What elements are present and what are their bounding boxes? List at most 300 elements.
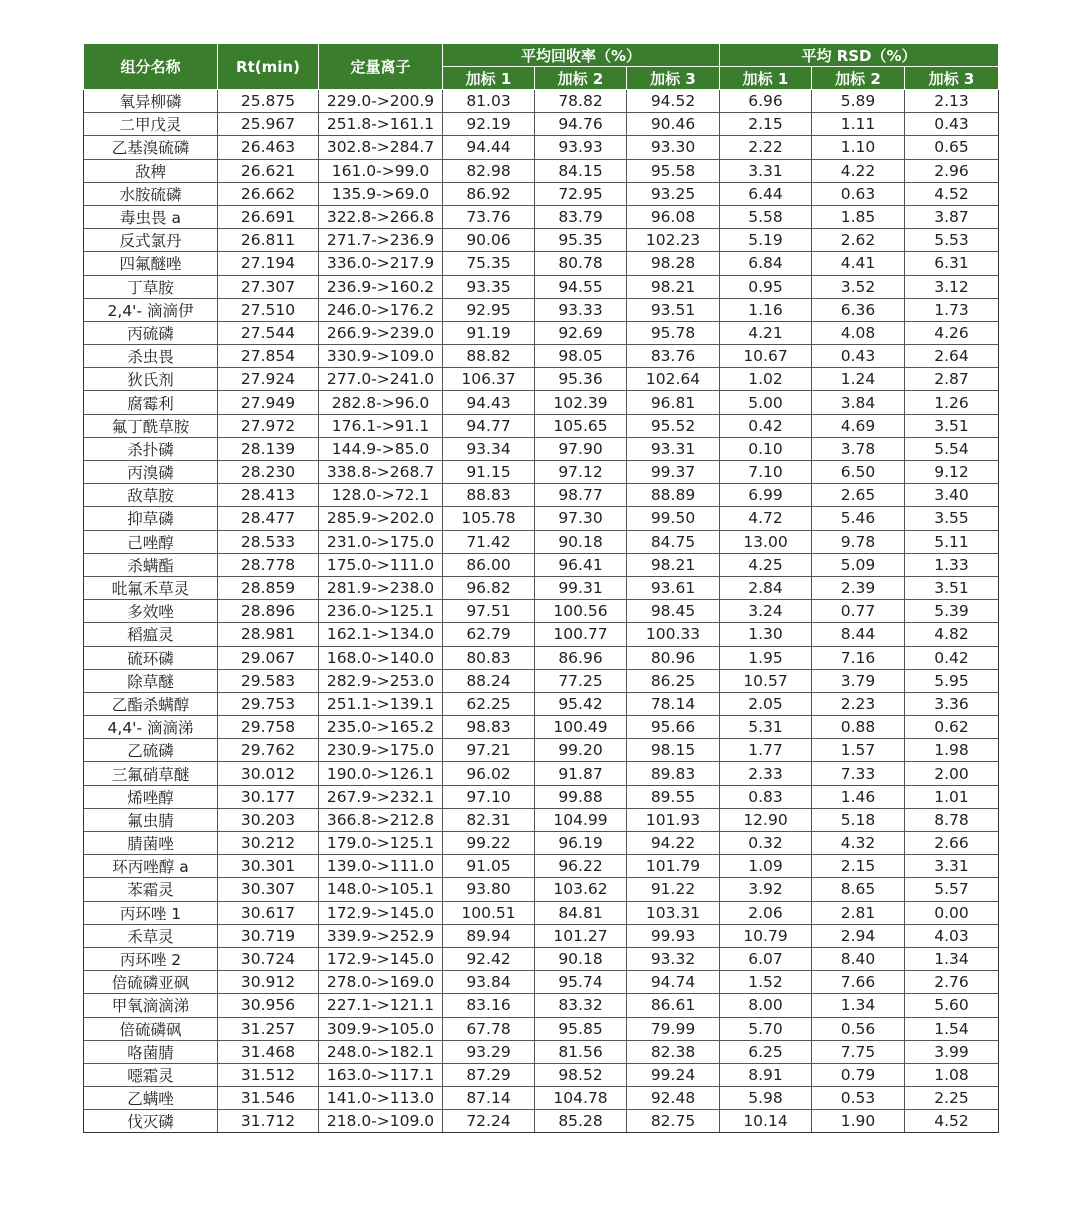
cell-recovery-1: 96.82 [443, 576, 535, 599]
cell-rsd-1: 0.95 [720, 275, 812, 298]
cell-recovery-2: 100.77 [535, 623, 627, 646]
cell-ion: 278.0->169.0 [319, 971, 443, 994]
cell-rsd-1: 4.21 [720, 321, 812, 344]
cell-ion: 251.1->139.1 [319, 692, 443, 715]
cell-recovery-3: 95.52 [627, 414, 720, 437]
cell-recovery-2: 97.30 [535, 507, 627, 530]
cell-recovery-3: 94.74 [627, 971, 720, 994]
cell-rt: 26.463 [218, 136, 319, 159]
cell-ion: 230.9->175.0 [319, 739, 443, 762]
table-row [84, 530, 999, 553]
cell-recovery-2: 103.62 [535, 878, 627, 901]
cell-rt: 30.012 [218, 762, 319, 785]
cell-rsd-3: 8.78 [905, 808, 999, 831]
cell-rsd-2: 3.52 [812, 275, 905, 298]
cell-rsd-2: 2.62 [812, 229, 905, 252]
cell-recovery-3: 86.25 [627, 669, 720, 692]
cell-name: 三氟硝草醚 [84, 762, 218, 785]
cell-recovery-2: 84.81 [535, 901, 627, 924]
cell-recovery-1: 86.00 [443, 553, 535, 576]
cell-name: 伐灭磷 [84, 1110, 218, 1133]
cell-name: 噁霜灵 [84, 1063, 218, 1086]
cell-rsd-3: 6.31 [905, 252, 999, 275]
cell-recovery-1: 80.83 [443, 646, 535, 669]
cell-recovery-1: 62.25 [443, 692, 535, 715]
cell-recovery-3: 99.93 [627, 924, 720, 947]
cell-recovery-1: 67.78 [443, 1017, 535, 1040]
cell-name: 乙酯杀螨醇 [84, 692, 218, 715]
cell-rt: 30.203 [218, 808, 319, 831]
cell-recovery-3: 93.51 [627, 298, 720, 321]
cell-rsd-1: 0.10 [720, 437, 812, 460]
cell-rt: 29.067 [218, 646, 319, 669]
table-row [84, 182, 999, 205]
cell-recovery-2: 99.88 [535, 785, 627, 808]
cell-recovery-3: 99.37 [627, 461, 720, 484]
table-row [84, 90, 999, 113]
cell-recovery-2: 101.27 [535, 924, 627, 947]
cell-rsd-3: 2.96 [905, 159, 999, 182]
cell-rsd-3: 2.13 [905, 90, 999, 113]
cell-rsd-2: 1.85 [812, 205, 905, 228]
cell-rt: 26.621 [218, 159, 319, 182]
cell-rsd-1: 1.16 [720, 298, 812, 321]
cell-name: 吡氟禾草灵 [84, 576, 218, 599]
cell-rt: 30.177 [218, 785, 319, 808]
cell-rsd-2: 0.63 [812, 182, 905, 205]
cell-rt: 31.546 [218, 1087, 319, 1110]
cell-rt: 28.981 [218, 623, 319, 646]
cell-rt: 30.956 [218, 994, 319, 1017]
cell-recovery-3: 80.96 [627, 646, 720, 669]
cell-recovery-1: 88.82 [443, 345, 535, 368]
cell-rsd-1: 8.91 [720, 1063, 812, 1086]
table-row [84, 1087, 999, 1110]
cell-recovery-2: 98.05 [535, 345, 627, 368]
cell-rt: 30.724 [218, 947, 319, 970]
cell-rt: 26.662 [218, 182, 319, 205]
cell-recovery-2: 99.20 [535, 739, 627, 762]
cell-recovery-2: 105.65 [535, 414, 627, 437]
cell-rsd-2: 7.16 [812, 646, 905, 669]
cell-name: 腐霉利 [84, 391, 218, 414]
cell-rsd-3: 0.00 [905, 901, 999, 924]
cell-rt: 26.691 [218, 205, 319, 228]
cell-rt: 27.194 [218, 252, 319, 275]
cell-ion: 366.8->212.8 [319, 808, 443, 831]
table-row [84, 832, 999, 855]
cell-rsd-1: 1.09 [720, 855, 812, 878]
cell-name: 氟丁酰草胺 [84, 414, 218, 437]
cell-recovery-1: 75.35 [443, 252, 535, 275]
cell-recovery-3: 98.45 [627, 600, 720, 623]
cell-ion: 148.0->105.1 [319, 878, 443, 901]
cell-name: 烯唑醇 [84, 785, 218, 808]
cell-rt: 28.477 [218, 507, 319, 530]
table-row [84, 507, 999, 530]
cell-ion: 128.0->72.1 [319, 484, 443, 507]
cell-recovery-3: 88.89 [627, 484, 720, 507]
cell-name: 乙基溴硫磷 [84, 136, 218, 159]
cell-recovery-3: 96.81 [627, 391, 720, 414]
cell-name: 倍硫磷砜 [84, 1017, 218, 1040]
cell-recovery-1: 82.31 [443, 808, 535, 831]
cell-rt: 27.544 [218, 321, 319, 344]
table-row [84, 600, 999, 623]
cell-ion: 229.0->200.9 [319, 90, 443, 113]
cell-rt: 27.972 [218, 414, 319, 437]
cell-ion: 231.0->175.0 [319, 530, 443, 553]
cell-recovery-3: 96.08 [627, 205, 720, 228]
cell-rt: 29.758 [218, 716, 319, 739]
cell-rsd-1: 2.06 [720, 901, 812, 924]
cell-ion: 168.0->140.0 [319, 646, 443, 669]
cell-recovery-3: 83.76 [627, 345, 720, 368]
cell-recovery-3: 93.31 [627, 437, 720, 460]
cell-recovery-2: 104.99 [535, 808, 627, 831]
cell-rsd-1: 12.90 [720, 808, 812, 831]
table-row [84, 669, 999, 692]
cell-recovery-2: 98.77 [535, 484, 627, 507]
cell-recovery-1: 93.34 [443, 437, 535, 460]
cell-rsd-2: 3.79 [812, 669, 905, 692]
cell-recovery-2: 102.39 [535, 391, 627, 414]
cell-rt: 31.257 [218, 1017, 319, 1040]
table-row [84, 762, 999, 785]
cell-rsd-2: 0.77 [812, 600, 905, 623]
cell-rsd-3: 4.52 [905, 1110, 999, 1133]
table-row [84, 716, 999, 739]
cell-recovery-2: 104.78 [535, 1087, 627, 1110]
cell-rt: 28.778 [218, 553, 319, 576]
cell-rsd-2: 2.81 [812, 901, 905, 924]
cell-recovery-1: 92.95 [443, 298, 535, 321]
cell-rsd-3: 2.64 [905, 345, 999, 368]
cell-recovery-1: 93.80 [443, 878, 535, 901]
cell-rsd-3: 5.53 [905, 229, 999, 252]
cell-rsd-3: 1.33 [905, 553, 999, 576]
cell-rsd-1: 6.07 [720, 947, 812, 970]
cell-rsd-2: 7.33 [812, 762, 905, 785]
cell-name: 苯霜灵 [84, 878, 218, 901]
cell-recovery-3: 93.61 [627, 576, 720, 599]
table-row [84, 252, 999, 275]
header-ion: 定量离子 [319, 44, 443, 90]
header-recovery-spike-1: 加标 1 [443, 67, 535, 90]
cell-rsd-2: 6.50 [812, 461, 905, 484]
cell-rt: 31.512 [218, 1063, 319, 1086]
cell-rsd-1: 6.99 [720, 484, 812, 507]
cell-recovery-2: 95.36 [535, 368, 627, 391]
table-row [84, 229, 999, 252]
cell-rsd-1: 0.32 [720, 832, 812, 855]
cell-rsd-2: 1.24 [812, 368, 905, 391]
cell-recovery-3: 86.61 [627, 994, 720, 1017]
cell-rt: 30.301 [218, 855, 319, 878]
header-rsd-spike-2: 加标 2 [812, 67, 905, 90]
table-row [84, 855, 999, 878]
cell-rt: 30.307 [218, 878, 319, 901]
cell-name: 敌稗 [84, 159, 218, 182]
cell-recovery-3: 91.22 [627, 878, 720, 901]
cell-rsd-2: 4.22 [812, 159, 905, 182]
cell-rsd-3: 0.65 [905, 136, 999, 159]
cell-recovery-3: 102.64 [627, 368, 720, 391]
cell-rsd-1: 1.95 [720, 646, 812, 669]
cell-name: 二甲戊灵 [84, 113, 218, 136]
cell-rt: 30.912 [218, 971, 319, 994]
cell-rsd-3: 4.26 [905, 321, 999, 344]
cell-rt: 29.762 [218, 739, 319, 762]
cell-rsd-3: 1.08 [905, 1063, 999, 1086]
cell-recovery-2: 94.76 [535, 113, 627, 136]
cell-rsd-2: 6.36 [812, 298, 905, 321]
cell-ion: 162.1->134.0 [319, 623, 443, 646]
table-row [84, 368, 999, 391]
cell-recovery-3: 93.25 [627, 182, 720, 205]
cell-rsd-1: 10.57 [720, 669, 812, 692]
cell-recovery-3: 101.93 [627, 808, 720, 831]
cell-recovery-3: 101.79 [627, 855, 720, 878]
cell-rsd-3: 1.01 [905, 785, 999, 808]
cell-recovery-1: 86.92 [443, 182, 535, 205]
cell-recovery-3: 99.24 [627, 1063, 720, 1086]
cell-rsd-1: 0.42 [720, 414, 812, 437]
cell-rsd-3: 2.87 [905, 368, 999, 391]
cell-recovery-3: 93.30 [627, 136, 720, 159]
cell-rsd-2: 8.40 [812, 947, 905, 970]
cell-rsd-1: 4.25 [720, 553, 812, 576]
cell-recovery-2: 83.32 [535, 994, 627, 1017]
cell-recovery-1: 91.19 [443, 321, 535, 344]
cell-rsd-1: 7.10 [720, 461, 812, 484]
cell-recovery-3: 82.38 [627, 1040, 720, 1063]
cell-recovery-2: 77.25 [535, 669, 627, 692]
table-header [84, 44, 999, 90]
cell-recovery-3: 95.58 [627, 159, 720, 182]
cell-recovery-2: 100.56 [535, 600, 627, 623]
cell-rsd-3: 3.31 [905, 855, 999, 878]
cell-rsd-2: 2.23 [812, 692, 905, 715]
cell-rsd-3: 5.54 [905, 437, 999, 460]
cell-rsd-2: 2.39 [812, 576, 905, 599]
cell-rsd-1: 5.19 [720, 229, 812, 252]
cell-rsd-2: 0.79 [812, 1063, 905, 1086]
cell-rsd-1: 1.77 [720, 739, 812, 762]
cell-rt: 25.967 [218, 113, 319, 136]
cell-ion: 267.9->232.1 [319, 785, 443, 808]
header-rt: Rt(min) [218, 44, 319, 90]
table-row [84, 692, 999, 715]
cell-rsd-3: 3.12 [905, 275, 999, 298]
cell-rsd-2: 4.69 [812, 414, 905, 437]
cell-recovery-3: 90.46 [627, 113, 720, 136]
table-row [84, 901, 999, 924]
cell-name: 丙溴磷 [84, 461, 218, 484]
cell-ion: 176.1->91.1 [319, 414, 443, 437]
cell-rsd-2: 2.15 [812, 855, 905, 878]
cell-recovery-1: 93.35 [443, 275, 535, 298]
cell-rsd-3: 0.62 [905, 716, 999, 739]
cell-name: 杀螨酯 [84, 553, 218, 576]
cell-recovery-2: 86.96 [535, 646, 627, 669]
table-row [84, 275, 999, 298]
cell-recovery-3: 103.31 [627, 901, 720, 924]
table-row [84, 437, 999, 460]
cell-recovery-1: 91.15 [443, 461, 535, 484]
cell-recovery-2: 97.90 [535, 437, 627, 460]
cell-ion: 218.0->109.0 [319, 1110, 443, 1133]
cell-rsd-3: 4.52 [905, 182, 999, 205]
cell-rsd-1: 3.31 [720, 159, 812, 182]
cell-ion: 246.0->176.2 [319, 298, 443, 321]
cell-recovery-1: 94.44 [443, 136, 535, 159]
cell-rsd-3: 5.95 [905, 669, 999, 692]
cell-recovery-2: 96.19 [535, 832, 627, 855]
cell-name: 敌草胺 [84, 484, 218, 507]
cell-recovery-2: 93.93 [535, 136, 627, 159]
cell-rsd-1: 5.58 [720, 205, 812, 228]
cell-rsd-3: 3.55 [905, 507, 999, 530]
cell-rsd-2: 5.89 [812, 90, 905, 113]
cell-recovery-2: 92.69 [535, 321, 627, 344]
cell-rsd-1: 1.30 [720, 623, 812, 646]
cell-rsd-1: 6.25 [720, 1040, 812, 1063]
cell-rsd-2: 4.08 [812, 321, 905, 344]
cell-name: 四氟醚唑 [84, 252, 218, 275]
cell-rsd-1: 8.00 [720, 994, 812, 1017]
table-row [84, 553, 999, 576]
cell-ion: 285.9->202.0 [319, 507, 443, 530]
cell-recovery-3: 89.83 [627, 762, 720, 785]
cell-recovery-3: 89.55 [627, 785, 720, 808]
cell-rsd-1: 10.67 [720, 345, 812, 368]
cell-recovery-3: 100.33 [627, 623, 720, 646]
cell-recovery-2: 72.95 [535, 182, 627, 205]
cell-recovery-2: 90.18 [535, 530, 627, 553]
cell-recovery-2: 95.74 [535, 971, 627, 994]
cell-rsd-3: 3.40 [905, 484, 999, 507]
table-row [84, 808, 999, 831]
cell-recovery-1: 97.21 [443, 739, 535, 762]
cell-rsd-2: 5.09 [812, 553, 905, 576]
cell-ion: 338.8->268.7 [319, 461, 443, 484]
cell-rsd-1: 1.52 [720, 971, 812, 994]
cell-recovery-2: 95.85 [535, 1017, 627, 1040]
cell-recovery-2: 81.56 [535, 1040, 627, 1063]
header-row-1 [84, 44, 999, 67]
cell-rsd-1: 5.70 [720, 1017, 812, 1040]
cell-rsd-1: 10.14 [720, 1110, 812, 1133]
cell-recovery-2: 83.79 [535, 205, 627, 228]
cell-recovery-1: 83.16 [443, 994, 535, 1017]
cell-recovery-1: 90.06 [443, 229, 535, 252]
cell-recovery-1: 88.24 [443, 669, 535, 692]
cell-rsd-3: 1.98 [905, 739, 999, 762]
cell-rsd-2: 1.34 [812, 994, 905, 1017]
cell-recovery-1: 99.22 [443, 832, 535, 855]
cell-recovery-1: 93.84 [443, 971, 535, 994]
cell-recovery-3: 82.75 [627, 1110, 720, 1133]
cell-recovery-2: 98.52 [535, 1063, 627, 1086]
cell-recovery-1: 96.02 [443, 762, 535, 785]
cell-recovery-3: 98.21 [627, 553, 720, 576]
cell-ion: 144.9->85.0 [319, 437, 443, 460]
table-row [84, 484, 999, 507]
cell-rsd-3: 3.36 [905, 692, 999, 715]
cell-rt: 30.719 [218, 924, 319, 947]
cell-recovery-3: 79.99 [627, 1017, 720, 1040]
table-row [84, 205, 999, 228]
table-row [84, 947, 999, 970]
cell-rsd-2: 2.65 [812, 484, 905, 507]
table-body [84, 90, 999, 1133]
cell-recovery-1: 97.10 [443, 785, 535, 808]
cell-rsd-3: 0.43 [905, 113, 999, 136]
cell-rt: 26.811 [218, 229, 319, 252]
header-recovery-spike-2: 加标 2 [535, 67, 627, 90]
cell-name: 氟虫腈 [84, 808, 218, 831]
cell-rsd-1: 10.79 [720, 924, 812, 947]
cell-name: 禾草灵 [84, 924, 218, 947]
cell-ion: 309.9->105.0 [319, 1017, 443, 1040]
cell-recovery-1: 71.42 [443, 530, 535, 553]
cell-rsd-2: 7.66 [812, 971, 905, 994]
cell-name: 抑草磷 [84, 507, 218, 530]
cell-rsd-1: 2.05 [720, 692, 812, 715]
cell-rsd-3: 2.00 [905, 762, 999, 785]
cell-rsd-1: 6.96 [720, 90, 812, 113]
cell-ion: 172.9->145.0 [319, 947, 443, 970]
header-rsd-spike-1: 加标 1 [720, 67, 812, 90]
cell-recovery-3: 102.23 [627, 229, 720, 252]
cell-rsd-3: 2.66 [905, 832, 999, 855]
cell-recovery-2: 100.49 [535, 716, 627, 739]
cell-recovery-1: 105.78 [443, 507, 535, 530]
cell-recovery-1: 94.77 [443, 414, 535, 437]
cell-ion: 251.8->161.1 [319, 113, 443, 136]
cell-ion: 141.0->113.0 [319, 1087, 443, 1110]
cell-ion: 302.8->284.7 [319, 136, 443, 159]
cell-ion: 330.9->109.0 [319, 345, 443, 368]
cell-rsd-1: 0.83 [720, 785, 812, 808]
table-row [84, 461, 999, 484]
cell-rsd-2: 1.11 [812, 113, 905, 136]
cell-rsd-2: 2.94 [812, 924, 905, 947]
cell-recovery-2: 90.18 [535, 947, 627, 970]
cell-ion: 322.8->266.8 [319, 205, 443, 228]
cell-name: 4,4'- 滴滴涕 [84, 716, 218, 739]
cell-rt: 29.583 [218, 669, 319, 692]
cell-rsd-1: 6.44 [720, 182, 812, 205]
cell-name: 水胺硫磷 [84, 182, 218, 205]
cell-rt: 28.896 [218, 600, 319, 623]
cell-recovery-2: 93.33 [535, 298, 627, 321]
header-recovery-spike-3: 加标 3 [627, 67, 720, 90]
cell-name: 丙环唑 1 [84, 901, 218, 924]
header-rsd-group: 平均 RSD（%） [720, 44, 999, 67]
cell-name: 己唑醇 [84, 530, 218, 553]
cell-rsd-3: 1.26 [905, 391, 999, 414]
cell-ion: 339.9->252.9 [319, 924, 443, 947]
cell-rsd-1: 4.72 [720, 507, 812, 530]
cell-rsd-3: 1.34 [905, 947, 999, 970]
table-row [84, 739, 999, 762]
table-row [84, 785, 999, 808]
cell-rt: 27.510 [218, 298, 319, 321]
cell-rt: 27.854 [218, 345, 319, 368]
cell-rsd-2: 4.41 [812, 252, 905, 275]
